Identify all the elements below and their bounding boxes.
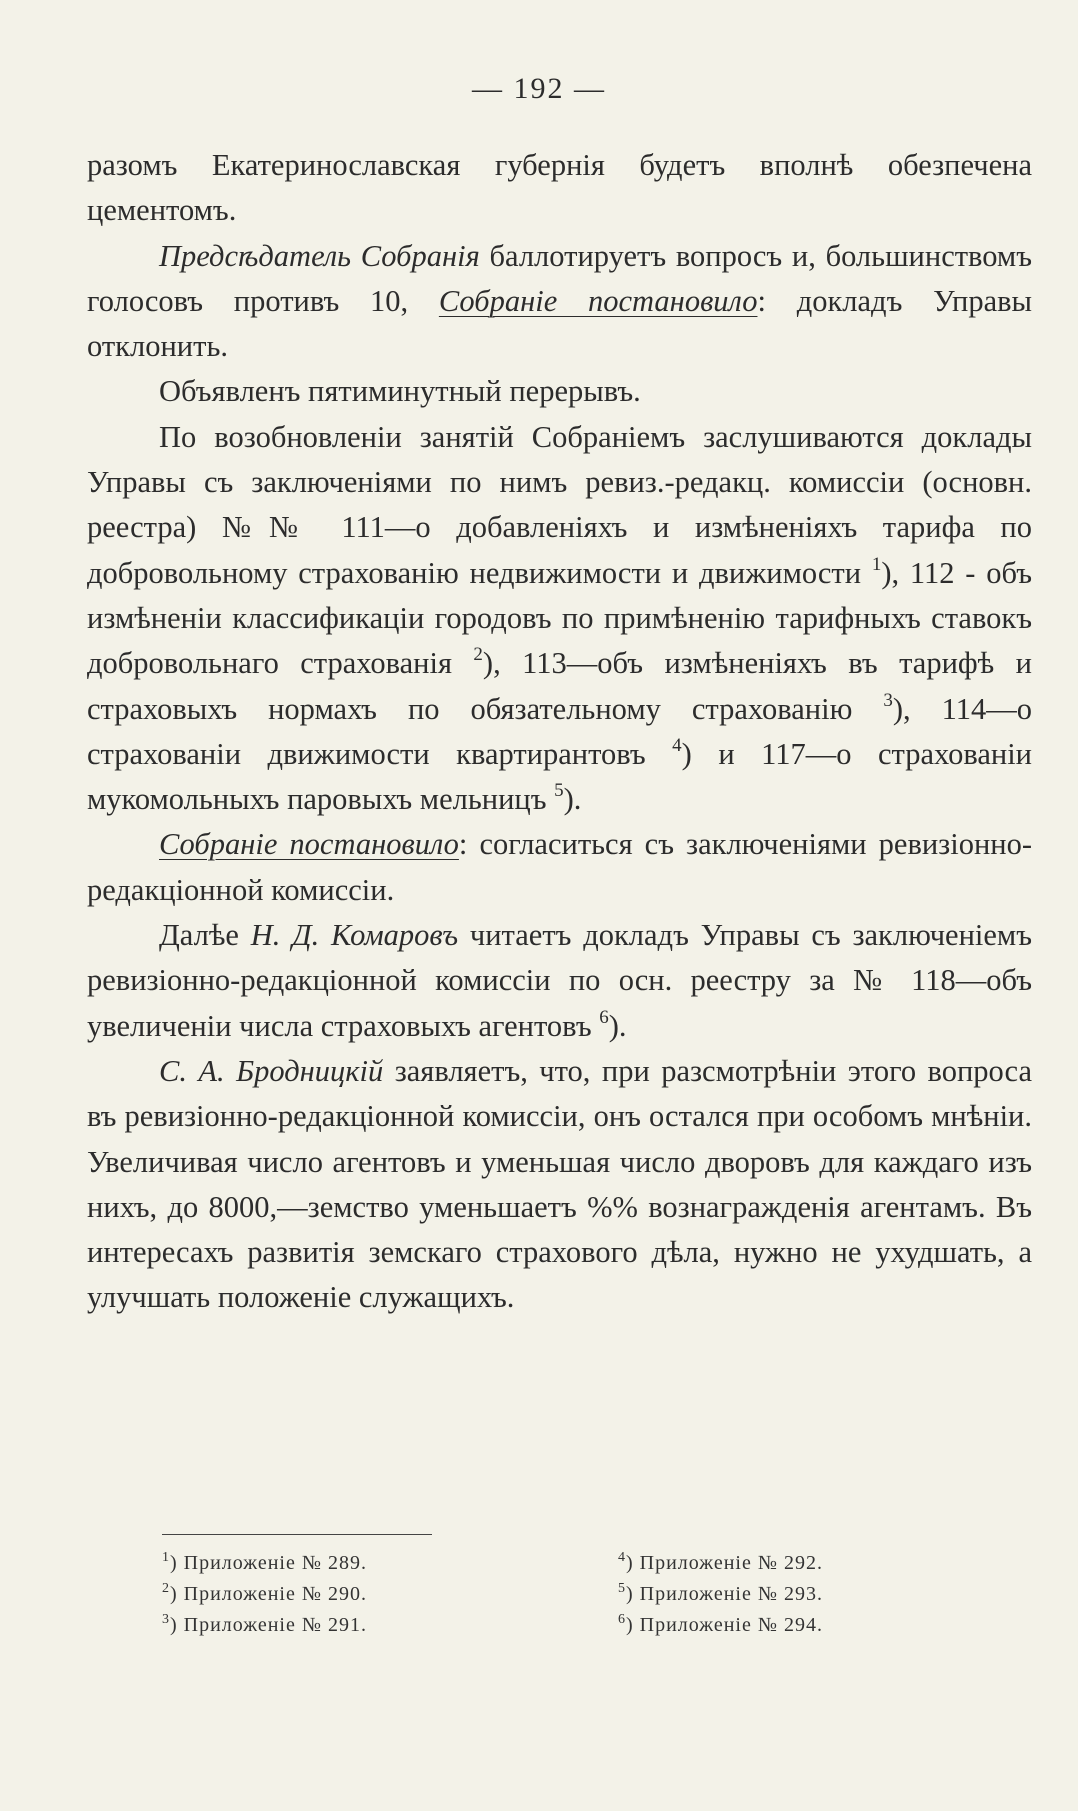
text-segment: заявляетъ, что, при разсмотрѣніи этого вопроса въ ревизіонно-редакціонной комиссіи, онъ остался при особомъ мнѣніи. Увеличивая число агентовъ и уменьшая число дворовъ для каждаго изъ нихъ, до 8000,—земство уменьшаетъ %% вознагражденія агентамъ. Въ интересахъ развитія земскаго страхового дѣла, нужно не ухудшать, а улучшать положеніе служащихъ. <box>87 1053 1032 1315</box>
footnote <box>162 1610 367 1641</box>
footnote-reference: 4 <box>672 734 682 756</box>
footnote-text: ) Приложеніе № 290. <box>170 1583 367 1605</box>
footnote-number: 3 <box>162 1612 170 1627</box>
italic-text: Предсѣдатель Собранія <box>159 238 480 273</box>
footnote <box>618 1579 823 1610</box>
footnote <box>618 1548 823 1579</box>
emphasized-resolution: Собраніе постановило <box>159 827 459 862</box>
paragraph <box>87 1049 1032 1321</box>
text-segment: Далѣе <box>159 918 251 953</box>
text-segment: читаетъ докладъ Управы съ заключеніемъ ревизіонно-редакціонной комиссіи по осн. реестру за № 118—объ увеличеніи числа страховыхъ агентовъ <box>87 918 1032 1043</box>
text-segment: : докладъ Управы отклонить. <box>87 283 1032 364</box>
text-segment: баллотируетъ вопросъ и, большинствомъ голосовъ противъ 10, <box>87 238 1032 318</box>
footnote-text: ) Приложеніе № 293. <box>626 1583 823 1605</box>
text-segment: : согласиться съ заключеніями ревизіонно-редакціонной комиссіи. <box>87 827 1033 907</box>
paragraph <box>87 822 1032 913</box>
footnotes-left-column <box>162 1548 367 1641</box>
footnote <box>162 1579 367 1610</box>
italic-text: С. А. Бродницкій <box>159 1053 384 1088</box>
emphasized-resolution: Собраніе постановило <box>438 283 758 318</box>
text-segment: разомъ Екатеринославская губернія будетъ вполнѣ обезпечена цементомъ. <box>87 148 1032 228</box>
footnote-text: ) Приложеніе № 289. <box>170 1552 367 1574</box>
page-number: — 192 — <box>472 72 606 105</box>
footnote-number: 1 <box>162 1550 170 1565</box>
text-segment: ), 112 - объ измѣненіи классификаціи городовъ по примѣненію тарифныхъ ставокъ добровольнаго страхованія <box>87 555 1032 681</box>
text-segment: ) и 117—о страхованіи мукомольныхъ паровыхъ мельницъ <box>87 736 1032 817</box>
italic-text: Н. Д. Комаровъ <box>250 918 459 953</box>
paragraph <box>87 369 1032 414</box>
footnote-text: ) Приложеніе № 292. <box>626 1552 823 1574</box>
text-segment: Объявленъ пятиминутный перерывъ. <box>159 374 641 409</box>
footnote-reference: 2 <box>473 644 483 666</box>
footnote-reference: 1 <box>871 553 882 575</box>
paragraph <box>87 415 1032 823</box>
footnote-reference: 6 <box>599 1006 609 1028</box>
footnote-reference: 5 <box>554 780 564 802</box>
text-segment: ), 114—о страхованіи движимости квартирантовъ <box>87 691 1032 771</box>
footnote-reference: 3 <box>883 689 893 711</box>
footnote-divider <box>162 1534 432 1535</box>
paragraph <box>87 913 1032 1049</box>
footnote <box>618 1610 823 1641</box>
paragraph <box>87 234 1032 370</box>
footnote <box>162 1548 367 1579</box>
footnote-number: 2 <box>162 1581 170 1596</box>
footnote-number: 6 <box>618 1612 626 1627</box>
text-segment: По возобновленіи занятій Собраніемъ заслушиваются доклады Управы съ заключеніями по нимъ ревиз.-редакц. комиссіи (основн. реестра) №№ 111—о добавленіяхъ и измѣненіяхъ тарифа по добровольному страхованію недвижимости и движимости <box>87 419 1032 590</box>
text-segment: ). <box>563 782 582 817</box>
paragraph <box>87 143 1032 234</box>
footnote-number: 4 <box>618 1550 626 1565</box>
text-segment: ), 113—объ измѣненіяхъ въ тарифѣ и страховыхъ нормахъ по обязательному страхованію <box>87 646 1032 726</box>
footnote-number: 5 <box>618 1581 626 1596</box>
footnotes-right-column <box>618 1548 823 1641</box>
text-segment: ). <box>608 1008 627 1043</box>
footnote-text: ) Приложеніе № 294. <box>626 1614 823 1636</box>
body-text <box>87 143 1032 1321</box>
footnote-text: ) Приложеніе № 291. <box>170 1614 367 1636</box>
